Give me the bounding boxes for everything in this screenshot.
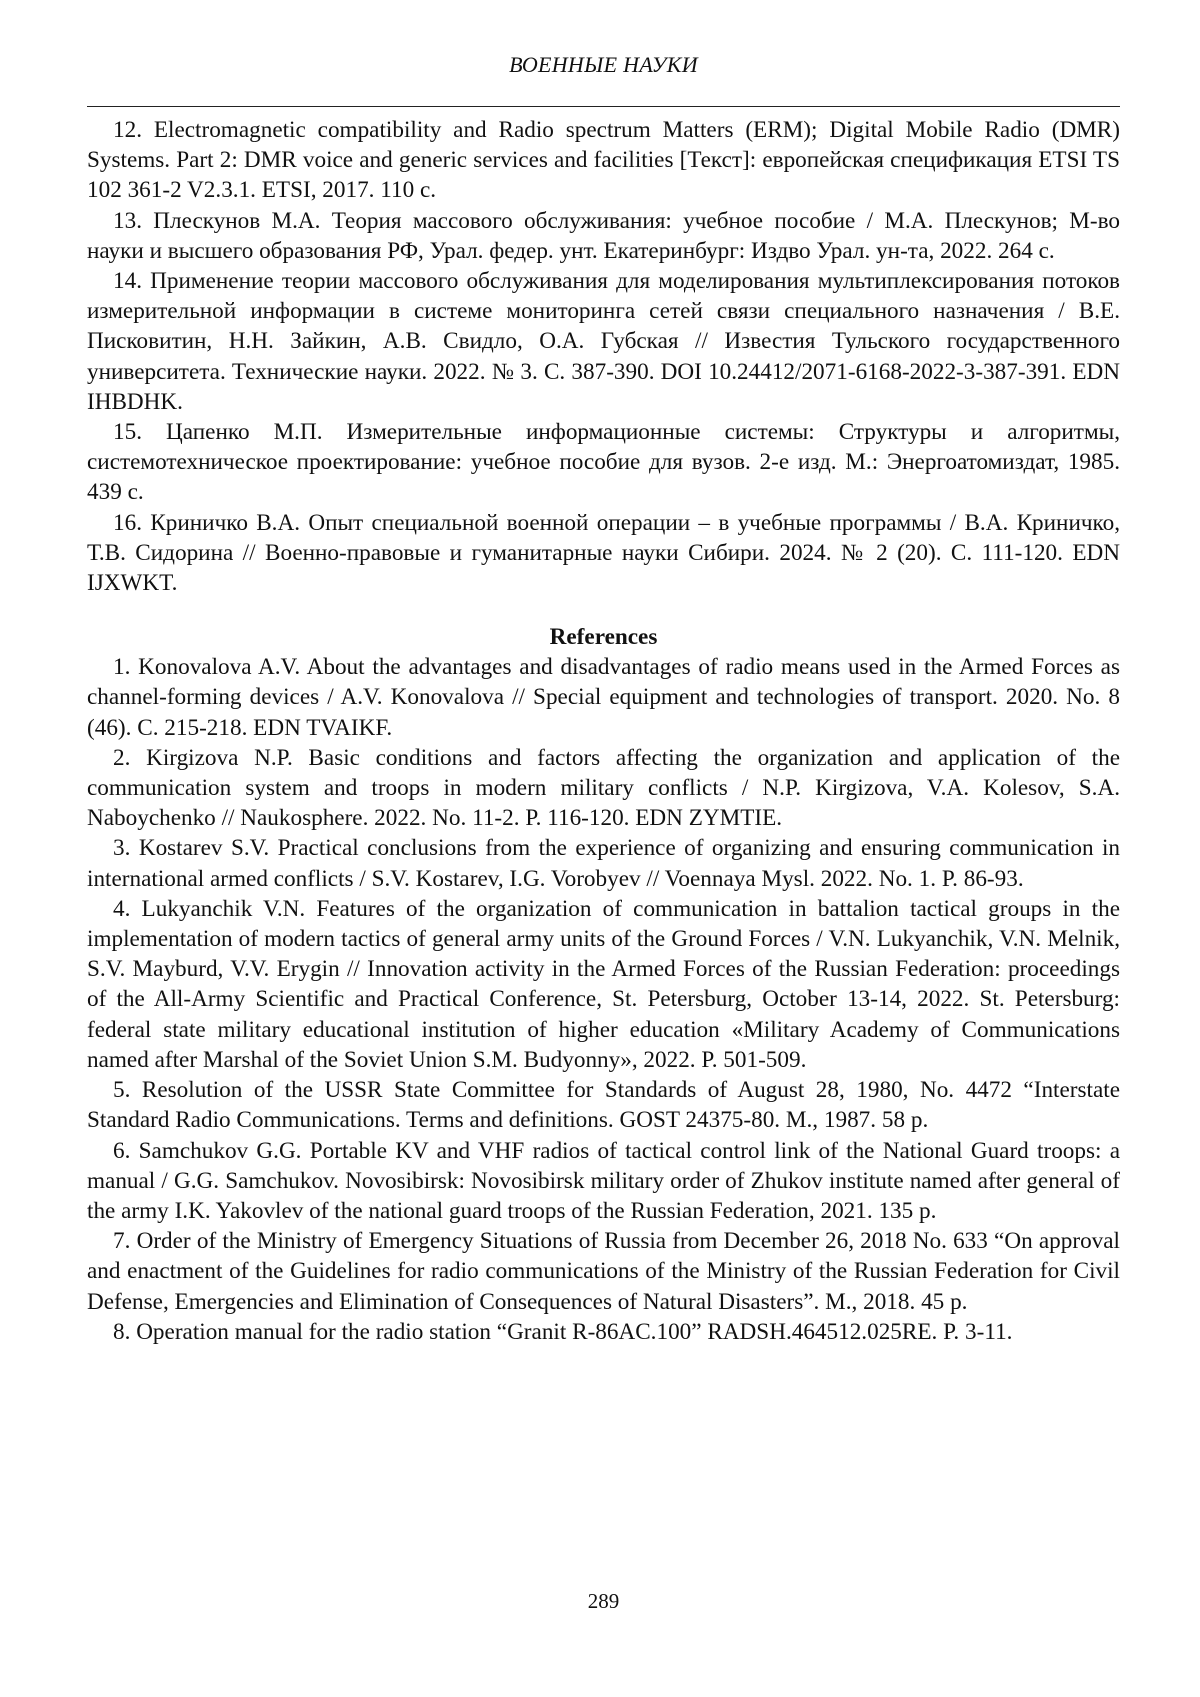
reference-entry: 8. Operation manual for the radio station “Granit R-86AC.100” RADSH.464512.025RE. P. 3-11. xyxy=(113,1318,1013,1345)
reference-entry: 4. Lukyanchik V.N. Features of the organization of communication in battalion tactical groups in the implementation of modern tactics of general army units of the Ground Forces / V.N. Lukyanchik, V.N. Melnik, S.V. Mayburd, V.V. Erygin // Innovation activity in the Armed Forces of the Russian Federation: proceedings of the All-Army Scientific and Practical Conference, St. Petersburg, October 13-14, 2022. St. Petersburg: federal state military educational institution of higher education «Military Academy of Communications named after Marshal of the Soviet Union S.M. Budyonny», 2022. P. 501-509. xyxy=(87,895,1120,1073)
reference-entry: 13. Плескунов М.А. Теория массового обслуживания: учебное пособие / М.А. Плескунов; М-во науки и высшего образования РФ, Урал. федер. унт. Екатеринбург: Издво Урал. ун-та, 2022. 264 с. xyxy=(87,207,1120,264)
body-text xyxy=(87,115,1120,1347)
running-head: ВОЕННЫЕ НАУКИ xyxy=(509,52,698,77)
reference-entry: 2. Kirgizova N.P. Basic conditions and factors affecting the organization and application of the communication system and troops in modern military conflicts / N.P. Kirgizova, V.A. Kolesov, S.A. Naboychenko // Naukosphere. 2022. No. 11-2. P. 116-120. EDN ZYMTIE. xyxy=(87,744,1120,832)
references-heading: References xyxy=(549,624,658,651)
reference-entry: 12. Electromagnetic compatibility and Radio spectrum Matters (ERM); Digital Mobile Radio (DMR) Systems. Part 2: DMR voice and generic services and facilities [Текст]: европейская спецификация ETSI TS 102 361-2 V2.3.1. ETSI, 2017. 110 с. xyxy=(87,117,1120,204)
reference-entry: 15. Цапенко М.П. Измерительные информационные системы: Структуры и алгоритмы, системотехническое проектирование: учебное пособие для вузов. 2-е изд. М.: Энергоатомиздат, 1985. 439 с. xyxy=(87,419,1120,506)
reference-entry: 7. Order of the Ministry of Emergency Situations of Russia from December 26, 2018 No. 633 “On approval and enactment of the Guidelines for radio communications of the Ministry of the Russian Federation for Civil Defense, Emergencies and Elimination of Consequences of Natural Disasters”. M., 2018. 45 p. xyxy=(87,1228,1120,1315)
reference-entry: 5. Resolution of the USSR State Committee for Standards of August 28, 1980, No. 4472 “Interstate Standard Radio Communications. Terms and definitions. GOST 24375-80. M., 1987. 58 p. xyxy=(87,1077,1120,1134)
header-divider xyxy=(87,106,1120,107)
page-number: 289 xyxy=(587,1589,620,1613)
reference-entry: 14. Применение теории массового обслуживания для моделирования мультиплексирования потоков измерительной информации в системе мониторинга сетей связи специального назначения / В.Е. Писковитин, Н.Н. Зайкин, А.В. Свидло, О.А. Губская // Известия Тульского государственного университета. Технические науки. 2022. № 3. С. 387-390. DOI 10.24412/2071-6168-2022-3-387-391. EDN IHBDHK. xyxy=(87,268,1120,415)
reference-entry: 6. Samchukov G.G. Portable KV and VHF radios of tactical control link of the National Guard troops: a manual / G.G. Samchukov. Novosibirsk: Novosibirsk military order of Zhukov institute named after general of the army I.K. Yakovlev of the national guard troops of the Russian Federation, 2021. 135 p. xyxy=(87,1137,1120,1224)
reference-entry: 1. Konovalova A.V. About the advantages and disadvantages of radio means used in the Armed Forces as channel-forming devices / A.V. Konovalova // Special equipment and technologies of transport. 2020. No. 8 (46). C. 215-218. EDN TVAIKF. xyxy=(87,654,1120,741)
reference-entry: 16. Криничко В.А. Опыт специальной военной операции – в учебные программы / В.А. Криничко, Т.В. Сидорина // Военно-правовые и гуманитарные науки Сибири. 2024. № 2 (20). С. 111-120. EDN IJXWKT. xyxy=(87,509,1120,597)
document-page xyxy=(87,0,1120,1697)
reference-entry: 3. Kostarev S.V. Practical conclusions from the experience of organizing and ensuring communication in international armed conflicts / S.V. Kostarev, I.G. Vorobyev // Voennaya Mysl. 2022. No. 1. P. 86-93. xyxy=(87,835,1120,892)
